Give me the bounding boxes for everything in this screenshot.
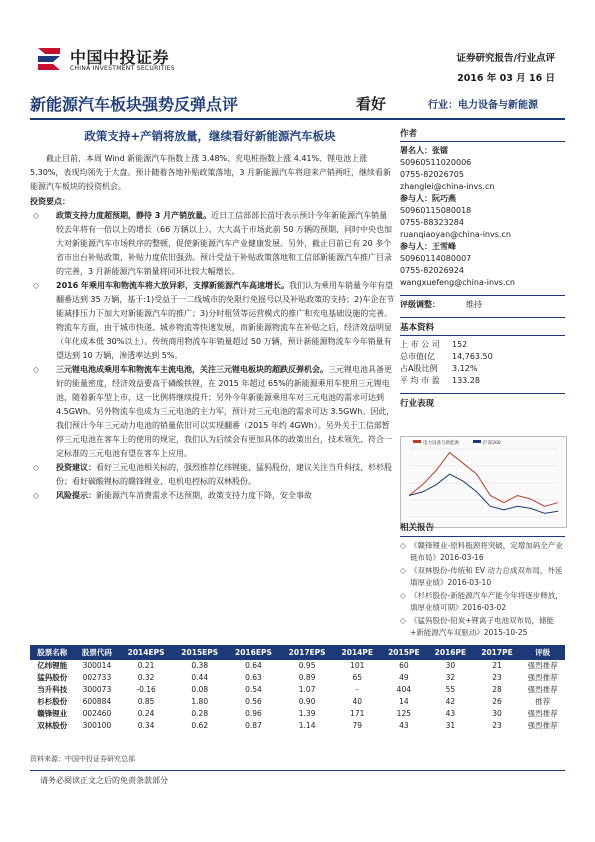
rating-badge: 看好 [356, 95, 387, 113]
stock-name-cell: 当升科技 [37, 685, 68, 694]
basic-info-value: 133.28 [452, 376, 480, 385]
related-report-text: 《双林股份-传统和 EV 动力总成双布局，外延填厚业绩》2016-03-10 [410, 566, 563, 587]
author-2-id: S0960115080018 [400, 206, 472, 215]
footer-divider [30, 770, 565, 771]
table-cell: 23 [474, 672, 521, 684]
table-cell: 101 [350, 661, 365, 670]
related-report-text: 《赣锋锂业-原料瓶颈将突破，定增加码全产业链布局》2016-03-16 [410, 541, 563, 562]
diamond-bullet-icon: ◇ [33, 463, 40, 472]
table-cell: 23 [474, 720, 521, 732]
table-cell: 14 [381, 696, 428, 708]
rating-adjust [400, 299, 565, 311]
brand-name-en: CHINA INVESTMENT SECURITIES [70, 65, 175, 72]
company-logo-icon [34, 44, 64, 70]
table-cell: 43 [445, 709, 456, 718]
table-cell: 1.14 [280, 720, 334, 732]
table-cell: 42 [427, 696, 474, 708]
table-cell: -0.16 [136, 685, 156, 694]
author-2-name: 参与人：阮巧燕 [400, 194, 456, 203]
table-source: 资料来源：中国中投证券研究总部 [30, 755, 135, 763]
table-cell: 32 [427, 672, 474, 684]
sidebar-divider [400, 335, 565, 336]
table-cell: 28 [492, 685, 502, 694]
basic-info-heading: 基本资料 [400, 323, 435, 333]
column-header: 股票名称 [30, 645, 75, 660]
stock-name-cell: 杉杉股份 [30, 696, 75, 708]
table-cell: 0.63 [227, 672, 281, 684]
author-1-name: 署名人：张镭 [400, 146, 448, 155]
table-cell: 0.32 [119, 672, 173, 684]
table-cell: 0.96 [245, 709, 262, 718]
table-cell: 强烈推荐 [527, 709, 558, 718]
diamond-bullet-icon: ◇ [400, 566, 406, 575]
bullet-5-text: 新能源汽车消费需求不达预期，政策支持力度下降，安全事故 [96, 491, 312, 500]
table-cell: 0.62 [173, 720, 227, 732]
diamond-bullet-icon: ◇ [33, 491, 40, 500]
sidebar [400, 127, 565, 409]
table-cell: 0.95 [298, 661, 316, 670]
table-cell: 002733 [75, 672, 120, 684]
trend-heading: 行业表现 [400, 399, 435, 409]
related-report-item[interactable] [400, 590, 565, 614]
table-cell: 300073 [82, 685, 112, 694]
column-header: 2014EPS [119, 645, 173, 660]
bullet-4 [30, 461, 395, 489]
table-cell: 600884 [75, 696, 120, 708]
diamond-bullet-icon: ◇ [33, 365, 40, 374]
basic-info-row [400, 375, 565, 387]
basic-info-value: 3.12% [452, 364, 478, 373]
stock-name-cell: 赣锋锂业 [37, 709, 68, 718]
table-row [30, 708, 565, 720]
column-header: 评级 [520, 645, 565, 660]
author-2-email[interactable]: ruanqiaoyan@china-invs.cn [400, 230, 511, 239]
table-cell: 强烈推荐 [527, 685, 558, 694]
report-date: 2016 年 03 月 16 日 [457, 73, 555, 84]
sidebar-divider [400, 536, 565, 537]
table-cell: 0.34 [119, 720, 173, 732]
table-cell: 60 [399, 661, 409, 670]
basic-info-key: 占A股比例 [400, 364, 438, 373]
brand-name-cn: 中国中投证券 [70, 48, 170, 67]
table-cell: 0.38 [191, 661, 209, 670]
table-cell: 强烈推荐 [520, 672, 565, 684]
diamond-bullet-icon: ◇ [33, 281, 40, 290]
bullet-3-lead: 三元锂电池成乘用车和物流车主流电池，关注三元锂电板块的超跌反弹机会。 [56, 365, 328, 374]
chart-legend-label: 沪深300 [483, 441, 501, 446]
table-cell: 43 [381, 720, 428, 732]
rating-adjust-value: 维持 [466, 300, 482, 309]
table-cell: 0.08 [191, 685, 209, 694]
table-cell: 0.64 [245, 661, 262, 670]
basic-info-key: 平 均 市 盈 [400, 376, 440, 385]
table-cell: 0.85 [119, 696, 173, 708]
related-report-item[interactable] [400, 615, 565, 639]
sidebar-divider [400, 141, 565, 142]
table-cell: 26 [474, 696, 521, 708]
table-cell: 1.80 [173, 696, 227, 708]
stock-name-cell: 亿纬锂能 [37, 661, 68, 670]
table-cell: 0.87 [227, 720, 281, 732]
diamond-bullet-icon: ◇ [400, 616, 406, 625]
related-heading: 相关报告 [400, 523, 435, 533]
related-report-text: 《猛犸股份-铅炭+锂离子电池双布局，储能+新能源汽车双驱动》2015-10-25 [410, 616, 554, 637]
table-row [30, 672, 565, 684]
industry-label: 行业：电力设备与新能源 [428, 100, 538, 111]
table-cell: - [355, 685, 359, 694]
basic-info-value: 152 [452, 340, 468, 349]
bullet-2-lead: 2016 年乘用车和物流车将大放异彩，支撑新能源汽车高速增长。 [56, 281, 290, 290]
industry-trend-chart [400, 436, 567, 528]
table-cell: 21 [492, 661, 502, 670]
table-row [30, 720, 565, 732]
page-headline: 新能源汽车板块强势反弹点评 [30, 95, 239, 114]
table-cell: 404 [396, 685, 411, 694]
sidebar-divider [400, 393, 565, 394]
bullet-4-lead: 投资建议： [56, 463, 96, 472]
diamond-bullet-icon: ◇ [33, 211, 40, 220]
basic-info-key: 总市值(亿 [400, 352, 436, 361]
report-title: 政策支持+产销将放量，继续看好新能源汽车板块 [84, 129, 336, 143]
table-cell: 300014 [82, 661, 112, 670]
column-header: 2014PE [334, 645, 381, 660]
table-row [30, 696, 565, 708]
sidebar-divider [400, 317, 565, 318]
basic-info-row [400, 351, 565, 363]
bullet-2-text: 我们认为乘用车销量今年有望翻番达到 35 万辆，基于:1)受益于一二线城市的免限行免摇号以及补贴政策的支持；2)车企在节能减排压力下加大对新能源汽车的推广；3)分时租赁等运营模式的推广和充电基础设施的完善。物流车方面，由于城市快递、城乡物流等快速发展，而新能源物流车在补贴之后，经济效益明显（年化成本低 30%以上）。传统商用物流车年销量超过 50 万辆，预计新能源物流车今年销量有望达到 10 万辆，渗透率达到 5%。 [56, 281, 395, 360]
table-cell: 55 [445, 685, 456, 694]
table-cell: 002460 [82, 709, 112, 718]
author-2-phone: 0755-88323284 [400, 218, 464, 227]
table-cell: 30 [445, 661, 456, 670]
column-header: 2017PE [474, 645, 521, 660]
author-3-phone: 0755-82026924 [400, 266, 464, 275]
table-cell: 171 [350, 709, 365, 718]
table-cell: 125 [396, 709, 411, 718]
bullet-3-text: 三元锂电池具备更好的能量密度，经济效益要高于磷酸铁锂，在 2015 年超过 65%的新能源乘用车使用三元锂电池，随着新车型上市，这一比例将继续提升；另外今年新能源乘用车对三元电池的需求可达到 4.5GWh。另外物流车也成为三元电池的主力军，预计对三元电池的需求可达 3.5GWh。因此，我们预计今年三元动力电池的销量依旧可以实现翻番（2015 年约 4GWh）。另外关于工信部暂停三元电池在客车上的使用的规定，我们认为后续会有更加具体的政策出台，技术领先、符合一定标准的三元电池有望在客车上应用。 [56, 365, 395, 458]
bullet-5 [30, 489, 395, 503]
diamond-bullet-icon: ◇ [400, 591, 406, 600]
basic-info-value: 14,763.50 [452, 352, 493, 361]
stock-name-cell: 双林股份 [30, 720, 75, 732]
table-cell: 1.07 [298, 685, 316, 694]
author-1-phone: 0755-82026705 [400, 170, 464, 179]
author-3-email[interactable]: wangxuefeng@china-invs.cn [400, 278, 515, 287]
table-row [30, 684, 565, 696]
chart-legend-swatch [413, 440, 421, 443]
author-3-name: 参与人：王雪峰 [400, 242, 456, 251]
table-cell: 0.56 [227, 696, 281, 708]
table-header-row [30, 645, 565, 660]
bullet-4-text: 看好三元电池相关标的，强烈推荐亿纬锂能、猛犸股份，建议关注当升科技、杉杉股份；看好碳酸锂标的赣锋锂业、电机电控标的双林股份。 [56, 463, 392, 486]
table-row [30, 660, 565, 672]
table-cell: 0.44 [173, 672, 227, 684]
related-report-item[interactable] [400, 565, 565, 589]
table-cell: 31 [427, 720, 474, 732]
table-cell: 49 [381, 672, 428, 684]
chart-legend-label: 电力设备与新能源 [423, 441, 459, 446]
basic-info-row [400, 339, 565, 351]
basic-info-row [400, 363, 565, 375]
bullet-1 [30, 209, 395, 279]
bullet-1-text: 近日工信部部长苗圩表示预计今年新能源汽车销量较去年将有一倍以上的增长（66 万辆以上），大大高于市场此前 50 万辆的预期，同时中央也加大对新能源汽车市场秩序的整顿，促使新能源汽车产业健康发展。另外，截止目前已有 20 多个省市出台补贴政策，补贴力度依旧强劲。预计受益于补贴政策落地和工信部新能源汽车推广目录的完善，3 月新能源汽车销量将同环比较大幅增长。 [56, 211, 392, 276]
column-header: 2016EPS [227, 645, 281, 660]
column-header: 2016PE [427, 645, 474, 660]
disclaimer-note: 请务必阅读正文之后的免责条款部分 [40, 776, 168, 785]
rating-adjust-label: 评级调整： [400, 300, 440, 309]
diamond-bullet-icon: ◇ [400, 541, 406, 550]
table-cell: 1.39 [298, 709, 316, 718]
table-cell: 0.90 [280, 696, 334, 708]
sidebar-divider [400, 295, 565, 296]
main-body [30, 152, 395, 503]
bullet-1-lead: 政策支持力度超预期，静待 3 月产销放量。 [56, 211, 212, 220]
table-cell: 0.24 [137, 709, 155, 718]
table-cell: 30 [492, 709, 502, 718]
table-cell: 0.21 [137, 661, 155, 670]
header-divider [30, 118, 565, 120]
author-3-id: S0960114080007 [400, 254, 472, 263]
basic-info-key: 上 市 公 司 [400, 340, 440, 349]
column-header: 股票代码 [75, 645, 120, 660]
chart-series-line [409, 474, 558, 513]
chart-legend-swatch [473, 440, 481, 443]
authors-heading: 作者 [400, 129, 418, 139]
stock-name-cell: 猛犸股份 [30, 672, 75, 684]
column-header: 2017EPS [280, 645, 334, 660]
report-type: 证券研究报告/行业点评 [456, 53, 555, 64]
table-cell: 79 [334, 720, 381, 732]
table-cell: 强烈推荐 [527, 661, 558, 670]
chart-series-line [409, 453, 558, 507]
table-cell: 65 [334, 672, 381, 684]
column-header: 2015EPS [173, 645, 227, 660]
column-header: 2015PE [381, 645, 428, 660]
table-cell: 推荐 [520, 696, 565, 708]
bullet-2 [30, 279, 395, 363]
bullet-5-lead: 风险提示： [56, 491, 96, 500]
table-cell: 强烈推荐 [520, 720, 565, 732]
related-reports [400, 522, 565, 640]
table-cell: 0.54 [245, 685, 262, 694]
author-1-id: S0960511020006 [400, 158, 472, 167]
table-cell: 0.89 [280, 672, 334, 684]
earnings-table [30, 645, 565, 732]
related-report-item[interactable] [400, 540, 565, 564]
table-cell: 40 [334, 696, 381, 708]
bullet-3 [30, 363, 395, 461]
table-cell: 300100 [75, 720, 120, 732]
table-cell: 0.28 [191, 709, 209, 718]
author-1-email[interactable]: zhanglei@china-invs.cn [400, 182, 495, 191]
section-title: 投资要点： [30, 197, 70, 206]
intro-paragraph: 截止目前，本周 Wind 新能源汽车指数上涨 3.48%、充电桩指数上涨 4.41%、锂电池上涨 5.30%，表现均领先于大盘。预计随着各地补贴政策落地，3 月新能源汽车将迎来产销两旺，继续看新能源汽车板块的投资机会。 [30, 154, 392, 191]
related-report-text: 《杉杉股份-新能源汽车产能今年将逐步释放，填厚业绩可期》2016-03-02 [410, 591, 563, 612]
